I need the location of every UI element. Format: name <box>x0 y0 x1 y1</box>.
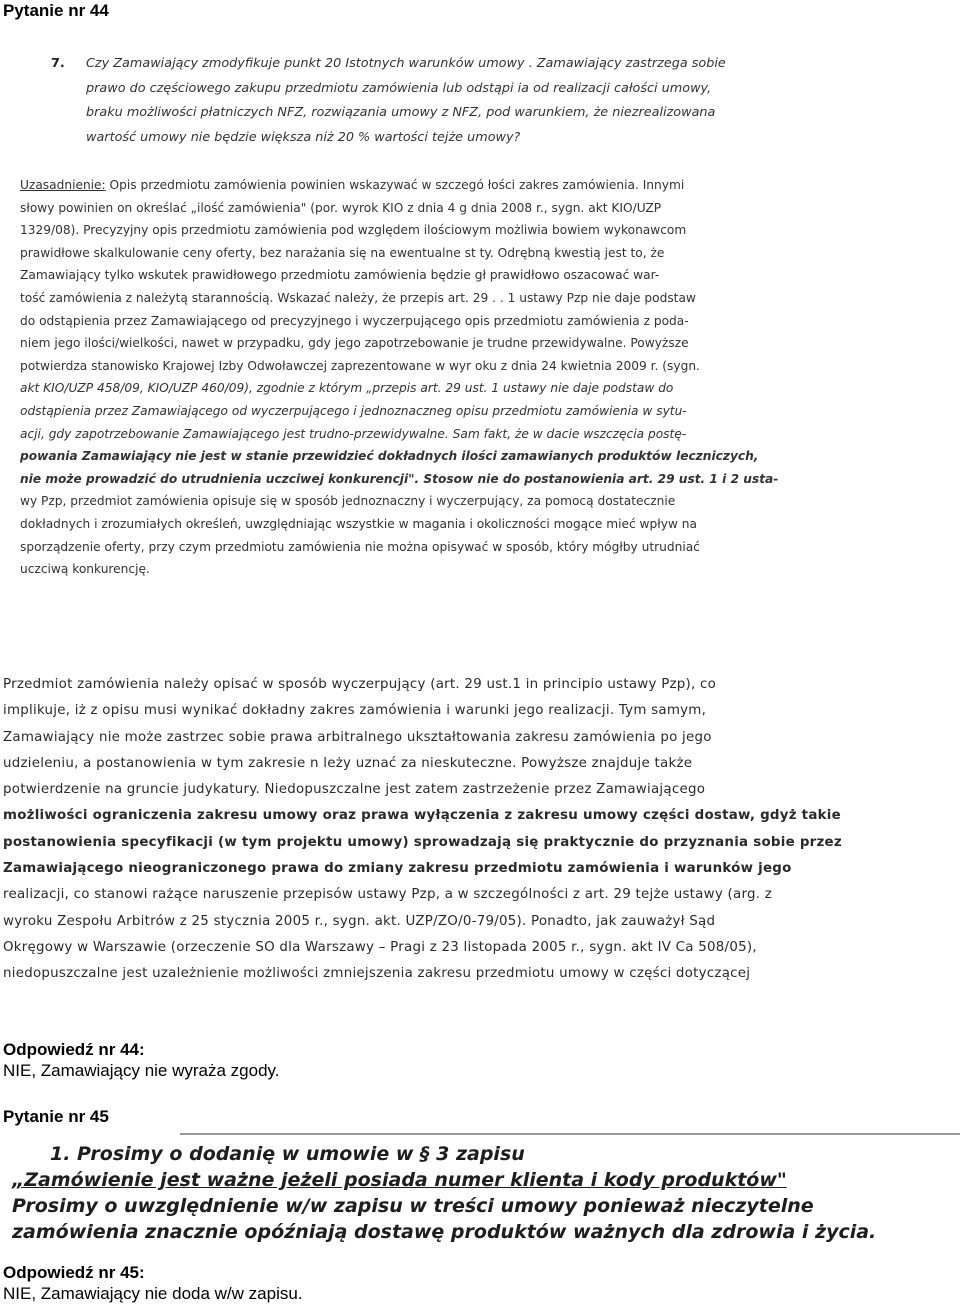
justification-line: realizacji, co stanowi rażące naruszenie przepisów ustawy Pzp, a w szczególności z art. 29 tejże ustawy (arg. z <box>3 887 773 903</box>
justification-line: 1329/08). Precyzyjny opis przedmiotu zamówienia pod względem ilościowym możliwia bowiem wykonawcom <box>20 223 687 238</box>
scan-divider <box>180 1133 960 1135</box>
question-line: Czy Zamawiający zmodyfikuje punkt 20 Istotnych warunków umowy . Zamawiający zastrzega sobie <box>86 56 726 71</box>
question-number: 7. <box>51 56 65 71</box>
justification-line: tość zamówienia z należytą starannością. Wskazać należy, że przepis art. 29 . . 1 ustawy Pzp nie daje podstaw <box>20 290 696 305</box>
justification-line: powania Zamawiający nie jest w stanie przewidzieć dokładnych ilości zamawianych produktów leczniczych, <box>20 449 759 464</box>
justification-line: potwierdzenie na gruncie judykatury. Niedopuszczalne jest zatem zastrzeżenie przez Zamawiającego <box>3 782 706 798</box>
justification-line: potwierdza stanowisko Krajowej Izby Odwoławczej zaprezentowane w wyr oku z dnia 24 kwietnia 2009 r. (sygn. <box>20 358 700 373</box>
justification-line: Zamawiającego nieograniczonego prawa do zmiany zakresu przedmiotu zamówienia i warunków jego <box>3 861 792 877</box>
answer-44-text: NIE, Zamawiający nie wyraża zgody. <box>3 1061 280 1080</box>
justification-line: sporządzenie oferty, przy czym przedmiotu zamówienia nie można opisywać w sposób, który mógłby utrudniać <box>20 539 700 554</box>
justification-line: Przedmiot zamówienia należy opisać w sposób wyczerpujący (art. 29 ust.1 in principio ustawy Pzp), co <box>3 677 717 692</box>
justification-line: implikuje, iż z opisu musi wynikać dokładny zakres zamówienia i warunki jego realizacji. Tym samym, <box>3 703 707 719</box>
justification-line: udzieleniu, a postanowienia w tym zakresie n leży uznać za nieskuteczne. Powyższe znajduje także <box>3 755 693 771</box>
justification-line: postanowienia specyfikacji (w tym projektu umowy) sprowadzają się praktycznie do przyznania sobie przez <box>3 834 842 850</box>
justification-line: niem jego ilości/wielkości, nawet w przypadku, gdy jego zapotrzebowanie je trudne przewidywalne. Powyższe <box>20 336 689 351</box>
justification-line: nie może prowadzić do utrudnienia uczciwej konkurencji". Stosow nie do postanowienia art. 29 ust. 1 i 2 usta- <box>20 471 779 486</box>
question-line: „Zamówienie jest ważne jeżeli posiada numer klienta i kody produktów" <box>12 1169 787 1191</box>
question-line: Prosimy o uwzględnienie w/w zapisu w treści umowy ponieważ nieczytelne <box>12 1195 814 1217</box>
justification-line: acji, gdy zapotrzebowanie Zamawiającego jest trudno-przewidywalne. Sam fakt, że w dacie wszczęcia postę- <box>20 426 687 441</box>
justification-line: Zamawiający tylko wskutek prawidłowego przedmiotu zamówienia będzie gł prawidłowo oszacować war- <box>20 268 660 283</box>
question-45-title: Pytanie nr 45 <box>3 1107 109 1126</box>
justification-line: Uzasadnienie: Opis przedmiotu zamówienia powinien wskazywać w szczegó łości zakres zamówienia. Innymi <box>20 178 685 192</box>
justification-line: możliwości ograniczenia zakresu umowy oraz prawa wyłączenia z zakresu umowy części dostaw, gdyż takie <box>3 808 841 824</box>
answer-45-label: Odpowiedź nr 45: <box>3 1263 145 1282</box>
answer-44-label: Odpowiedź nr 44: <box>3 1040 145 1059</box>
justification-line: wyroku Zespołu Arbitrów z 25 stycznia 2005 r., sygn. akt. UZP/ZO/0-79/05). Ponadto, jak zauważył Sąd <box>3 913 716 929</box>
justification-line: akt KIO/UZP 458/09, KIO/UZP 460/09), zgodnie z którym „przepis art. 29 ust. 1 ustawy nie daje podstaw do <box>20 381 674 396</box>
justification-line: prawidłowe skalkulowanie ceny oferty, bez narażania się na ewentualne st ty. Odrębną kwestią jest to, że <box>20 245 665 260</box>
scanned-question-44 <box>0 44 960 636</box>
justification-line: Okręgowy w Warszawie (orzeczenie SO dla Warszawy – Pragi z 23 listopada 2005 r., sygn. akt IV Ca 508/05), <box>3 939 757 955</box>
question-line: wartość umowy nie będzie większa niż 20 % wartości tejże umowy? <box>86 129 521 145</box>
scanned-question-45 <box>0 1133 960 1251</box>
question-line: prawo do częściowego zakupu przedmiotu zamówienia lub odstąpi ia od realizacji całości umowy, <box>86 80 712 96</box>
question-44-title: Pytanie nr 44 <box>3 1 109 20</box>
justification-line: niedopuszczalne jest uzależnienie możliwości zmniejszenia zakresu przedmiotu umowy w części dotyczącej <box>3 966 751 982</box>
question-line: braku możliwości płatniczych NFZ, rozwiązania umowy z NFZ, pod warunkiem, że niezrealizowana <box>86 105 716 120</box>
question-44-text <box>52 52 912 150</box>
second-justification-block <box>3 672 943 988</box>
justification-block <box>20 174 920 581</box>
justification-line: dokładnych i zrozumiałych określeń, uwzględniając wszystkie w magania i okoliczności mogące mieć wpływ na <box>20 516 697 531</box>
justification-line: do odstąpienia przez Zamawiającego od precyzyjnego i wyczerpującego opis przedmiotu zamówienia z poda- <box>20 313 689 328</box>
question-line: zamówienia znacznie opóźniają dostawę produktów ważnych dla zdrowia i życia. <box>12 1221 877 1243</box>
justification-line: słowy powinien on określać „ilość zamówienia" (por. wyrok KIO z dnia 4 g dnia 2008 r., sygn. akt KIO/UZP <box>20 200 662 215</box>
justification-label: Uzasadnienie: <box>20 178 106 192</box>
justification-line: wy Pzp, przedmiot zamówienia opisuje się w sposób jednoznaczny i wyczerpujący, za pomocą dostatecznie <box>20 494 676 509</box>
justification-line: odstąpienia przez Zamawiającego od wyczerpującego i jednoznaczneg opisu przedmiotu zamówienia w sytu- <box>20 403 687 418</box>
answer-45-text: NIE, Zamawiający nie doda w/w zapisu. <box>3 1284 303 1303</box>
justification-line: Zamawiający nie może zastrzec sobie prawa arbitralnego ukształtowania zakresu zamówienia po jego <box>3 729 712 745</box>
justification-line: uczciwą konkurencję. <box>20 562 150 577</box>
scanned-justification-44-part2 <box>0 664 960 1008</box>
question-line: 1. Prosimy o dodanię w umowie w § 3 zapisu <box>50 1143 525 1165</box>
question-45-text <box>12 1141 957 1245</box>
